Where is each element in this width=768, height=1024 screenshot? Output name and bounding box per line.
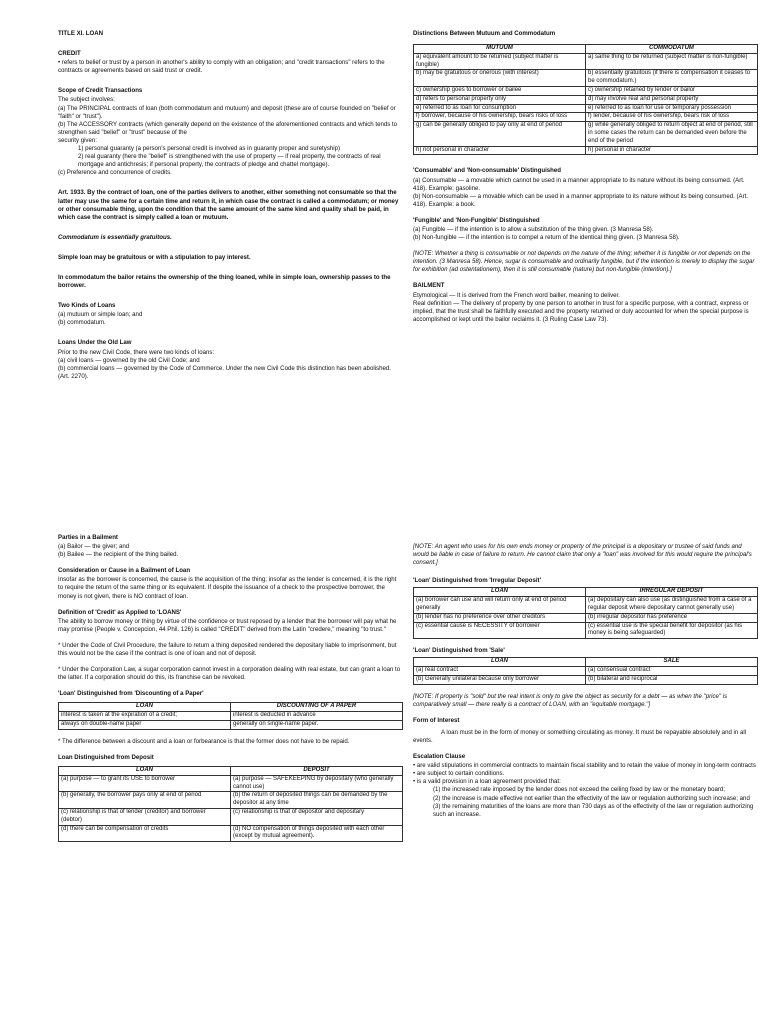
bailment-definition: Real definition — The delivery of property by one person to another in trust for a specific purpose, with a contract, express or implied, that the trust shall be faithfully executed and the property returned or duly accounted for when the special purpose is accomplished or kept until the bailor reclaims it. (3 Ruling Case Law 73).: [413, 299, 749, 323]
table-row: [59, 808, 403, 825]
table-cell: f) lender, because of his ownership, bears risk of loss: [586, 113, 758, 122]
bailment-heading: BAILMENT: [413, 282, 445, 290]
table-row: [414, 70, 758, 87]
table-header: MUTUUM: [414, 45, 586, 54]
simple-loan-note: Simple loan may be gratuitous or with a stipulation to pay interest.: [58, 253, 251, 261]
table-cell: h) not personal in character: [414, 146, 586, 155]
old-law-a: (a) civil loans — governed by the old Civil Code; and: [58, 356, 200, 364]
fungible-a: (a) Fungible — if the intention is to allow a substitution of the thing given. (3 Manresa 58).: [413, 226, 654, 234]
parties-a: (a) Bailor — the giver; and: [58, 543, 130, 551]
table-row: [59, 775, 403, 792]
table-cell: always on double-name paper: [59, 721, 231, 730]
escalation-heading: Escalation Clause: [413, 753, 466, 761]
deposit-table: [58, 766, 403, 842]
table-cell: (a) consensual contract: [586, 667, 758, 676]
escalation-point-3: • is a valid provision in a loan agreement provided that:: [413, 778, 561, 786]
table-header: LOAN: [59, 703, 231, 712]
column-bottom-left: [58, 534, 403, 850]
consumable-a: (a) Consumable — a movable which cannot be used in a manner appropriate to its nature without its being consumed. (Art. 418). Example: gasoline.: [413, 176, 745, 192]
table-cell: h) personal in character: [586, 146, 758, 155]
consumable-heading: 'Consumable' and 'Non-consumable' Distinguished: [413, 167, 561, 175]
table-cell: (c) essential cause is NECESSITY of borrower: [414, 622, 586, 639]
column-bottom-right: [413, 543, 758, 819]
fungible-b: (b) Non-fungible — if the intention is to compel a return of the identical thing given. (3 Manresa 58).: [413, 234, 680, 242]
table-cell: (a) borrower can use and will return only at end of period generally: [414, 597, 586, 614]
table-row: [59, 721, 403, 730]
table-header-row: [59, 703, 403, 712]
table-row: [414, 122, 758, 146]
table-row: [59, 792, 403, 809]
table-cell: d) may involve real and personal property: [586, 95, 758, 104]
old-law-intro: Prior to the new Civil Code, there were two kinds of loans:: [58, 348, 215, 356]
table-row: [59, 825, 403, 842]
scope-item-b-security: security given:: [58, 136, 97, 144]
two-kinds-heading: Two Kinds of Loans: [58, 302, 116, 310]
table-header: IRREGULAR DEPOSIT: [586, 588, 758, 597]
discount-note: * The difference between a discount and a loan or forbearance is that the former does not have to be repaid.: [58, 737, 350, 745]
table-cell: c) ownership goes to borrower or bailee: [414, 87, 586, 96]
table-cell: (b) irregular depositor has preference: [586, 613, 758, 622]
consideration-paragraph: Insofar as the borrower is concerned, the cause is the acquisition of the thing; insofar as the lender is concerned, it is the right to require the return of the same thing or its equivalent. If despite the issuance of a check to the prospective borrower, the money is not given, there is NO contract of loan.: [58, 576, 397, 600]
scope-intro: The subject involves:: [58, 96, 115, 104]
table-cell: (a) purpose — to grant its USE to borrower: [59, 775, 231, 792]
table-cell: d) refers to personal property only: [414, 95, 586, 104]
irregular-deposit-table: [413, 587, 758, 639]
table-cell: (c) relationship is that of lender (creditor) and borrower (debtor): [59, 808, 231, 825]
credit-definition-heading: Definition of 'Credit' as Applied to 'LOANS': [58, 608, 182, 616]
mutuum-commodatum-table: [413, 44, 758, 155]
table-cell: (c) essential use is the special benefit for depositor (as his money is being safeguarded): [586, 622, 758, 639]
civil-procedure-note: * Under the Code of Civil Procedure, the failure to return a thing deposited rendered the depositary liable to imprisonment, but this would not be the case if the contract is one of loan and not of deposit.: [58, 641, 397, 658]
table-row: [59, 712, 403, 721]
old-law-heading: Loans Under the Old Law: [58, 339, 132, 347]
table-header-row: [414, 658, 758, 667]
table-cell: (b) generally, the borrower pays only at end of period: [59, 792, 231, 809]
sale-table: [413, 657, 758, 684]
credit-paragraph: • refers to belief or trust by a person in another's ability to comply with an obligation; and "credit transactions" refers to the contracts or agreements based on said trust or credit.: [58, 59, 385, 75]
table-row: [414, 104, 758, 113]
old-law-b: (b) commercial loans — governed by the Code of Commerce. Under the new Civil Code this distinction has been abolished. (Art. 2270).: [58, 364, 391, 380]
table-cell: c) ownership retained by lender or bailor: [586, 87, 758, 96]
escalation-point-2: • are subject to certain conditions.: [413, 770, 505, 778]
table-header: COMMODATUM: [586, 45, 758, 54]
table-cell: g) while generally obliged to return object at end of period, still in some cases the return can be demanded even before the end of the period: [586, 122, 758, 146]
table-header: LOAN: [414, 588, 586, 597]
consumable-b: (b) Non-consumable — a movable which can be used in a manner appropriate to its nature without its being consumed. (Art. 418). Example: a book.: [413, 192, 748, 208]
parties-heading: Parties in a Bailment: [58, 534, 118, 541]
credit-definition-paragraph: The ability to borrow money or thing by virtue of the confidence or trust reposed by a lender that the borrower will pay what he may promise (People v. Concepcion, 44 Phil. 126) is called "CREDIT" derived from the Latin "credere," meaning "to trust.": [58, 617, 397, 633]
scope-item-b: (b) The ACCESSORY contracts (which generally depend on the existence of the aforementioned contracts and which tends to strengthen said "belief" or "trust" because of the: [58, 120, 398, 136]
table-header-row: [414, 45, 758, 54]
scope-item-a: (a) The PRINCIPAL contracts of loan (both commodatum and mutuum) and deposit (these are of course founded on "belief or "faith" or "trust").: [58, 104, 396, 120]
table-cell: a) same thing to be returned (subject matter is non-fungible): [586, 53, 758, 70]
table-cell: (a) depositary can also use (as distinguished from a case of a regular deposit where depositary cannot generally use): [586, 597, 758, 614]
table-row: [414, 87, 758, 96]
fungible-note: [NOTE: Whether a thing is consumable or not depends on the nature of the thing; whether it is fungible or not depends on the intention. (3 Manresa 58). Hence, sugar is consumable and ordinarily fungible, but if the intention is merely to display the sugar for exhibition (ad ostentationem), then it is still consumable (nature) but non-fungible (intention).]: [413, 250, 755, 274]
table-cell: (b) bilateral and reciprocal: [586, 675, 758, 684]
table-row: [414, 146, 758, 155]
article-1933: Art. 1933. By the contract of loan, one of the parties delivers to another, either something not consumable so that the latter may use the same for a certain time and return it, in which case the contract is called a commodatum; or money or other consumable thing, upon the condition that the same amount of the same kind and quality shall be paid, in which case the contract is simply called a loan or mutuum.: [58, 189, 399, 221]
escalation-condition-2: (2) the increase is made effective not earlier than the effectivity of the law or regulation authorizing such increase; and: [433, 794, 750, 802]
ownership-note: In commodatum the bailor retains the ownership of the thing loaned, while in simple loan, ownership passes to the borrower.: [58, 273, 391, 290]
column-top-right: [413, 30, 758, 324]
table-cell: b) may be gratuitous or onerous (with interest): [414, 70, 586, 87]
table-row: [414, 675, 758, 684]
table-cell: b) essentially gratuitous (if there is compensation it ceases to be commodatum.): [586, 70, 758, 87]
table-row: [414, 622, 758, 639]
irregular-deposit-heading: 'Loan' Distinguished from 'Irregular Deposit': [413, 577, 542, 585]
escalation-condition-1: (1) the increased rate imposed by the lender does not exceed the ceiling fixed by law or the monetary board;: [433, 786, 725, 794]
interest-heading: Form of Interest: [413, 716, 460, 724]
table-header: LOAN: [414, 658, 586, 667]
credit-heading: CREDIT: [58, 50, 81, 58]
table-cell: (b) Generally unilateral because only borrower: [414, 675, 586, 684]
table-body: [414, 597, 758, 639]
table-header-row: [414, 588, 758, 597]
table-cell: (c) relationship is that of depositor and depositary: [231, 808, 403, 825]
table-header: SALE: [586, 658, 758, 667]
table-row: [414, 667, 758, 676]
table-body: [59, 712, 403, 730]
consideration-heading: Consideration or Cause in a Bailment of Loan: [58, 567, 191, 575]
distinctions-title: Distinctions Between Mutuum and Commodatum: [413, 30, 556, 37]
bailment-etymological: Etymological — It is derived from the French word bailler, meaning to deliver.: [413, 291, 620, 299]
table-cell: (b) the return of deposited things can be demanded by the depositor at any time: [231, 792, 403, 809]
table-row: [414, 597, 758, 614]
escalation-condition-3: (3) the remaining maturities of the loans are more than 730 days as of the effectivity of the law or regulation authorizing such an increase.: [433, 802, 754, 818]
scope-item-c: (c) Preference and concurrence of credits.: [58, 169, 172, 177]
fungible-heading: 'Fungible' and 'Non-Fungible' Distinguished: [413, 216, 540, 224]
sale-heading: 'Loan' Distinguished from 'Sale': [413, 647, 505, 655]
table-row: [414, 53, 758, 70]
table-cell: interest is deducted in advance: [231, 712, 403, 721]
table-cell: (a) purpose — SAFEKEEPING by depositary (who generally cannot use): [231, 775, 403, 792]
interest-paragraph: A loan must be in the form of money or something circulating as money. It must be repayable absolutely and in all events.: [413, 728, 747, 745]
corporation-law-note: * Under the Corporation Law, a sugar corporation cannot invest in a corporation dealing with real estate, but can grant a loan to the latter. If a corporation should do this, its franchise can be revoked.: [58, 666, 401, 682]
table-body: [414, 667, 758, 685]
discount-heading: 'Loan' Distinguished from 'Discounting of a Paper': [58, 690, 204, 698]
two-kinds-a: (a) mutuum or simple loan; and: [58, 311, 143, 319]
table-body: [59, 775, 403, 841]
scope-item-b-1: 1) personal guaranty (a person's personal credit is involved as in guaranty proper and suretyship): [78, 145, 340, 153]
table-cell: (d) there can be compensation of credits: [59, 825, 231, 842]
table-cell: generally on single-name paper.: [231, 721, 403, 730]
agent-note: [NOTE: An agent who uses for his own ends money or property of the principal is a depositary or trustee of said funds and would be liable in case of failure to return. He cannot claim that only a "loan" was involved for this would require the principal's consent.]: [413, 543, 752, 567]
table-cell: g) can be generally obliged to pay only at end of period: [414, 122, 586, 146]
table-cell: f) borrower, because of his ownership, bears risks of loss: [414, 113, 586, 122]
sale-note: [NOTE: If property is "sold" but the real intent is only to give the object as security for a debt — as when the "price" is comparatively small — there really is a contract of LOAN, with an "equitable mortgage."]: [413, 692, 728, 708]
discount-table: [58, 702, 403, 729]
two-kinds-b: (b) commodatum.: [58, 319, 106, 327]
table-row: [414, 113, 758, 122]
commodatum-gratuitous: Commodatum is essentially gratuitous.: [58, 233, 172, 241]
scope-heading: Scope of Credit Transactions: [58, 87, 143, 95]
table-cell: e) referred to as loan for consumption: [414, 104, 586, 113]
table-cell: (b) lender has no preference over other creditors: [414, 613, 586, 622]
table-header: LOAN: [59, 766, 231, 775]
table-cell: (d) NO compensation of things deposited with each other (except by mutual agreement).: [231, 825, 403, 842]
table-header: DEPOSIT: [231, 766, 403, 775]
table-cell: a) equivalent amount to be returned (subject matter is fungible): [414, 53, 586, 70]
table-cell: (a) real contract: [414, 667, 586, 676]
parties-b: (b) Bailee — the recipient of the thing bailed.: [58, 551, 179, 559]
table-row: [414, 95, 758, 104]
table-row: [414, 613, 758, 622]
table-cell: interest is taken at the expiration of a credit;: [59, 712, 231, 721]
table-body: [414, 53, 758, 155]
table-header: DISCOUNTING OF A PAPER: [231, 703, 403, 712]
column-top-left: [58, 30, 403, 381]
table-cell: e) referred to as loan for use or temporary possession: [586, 104, 758, 113]
escalation-point-1: • are valid stipulations in commercial contracts to maintain fiscal stability and to retain the value of money in long-term contracts: [413, 762, 756, 770]
scope-item-b-2: 2) real guaranty (here the "belief" is strengthened with the use of property — if real property, the contracts of real mortgage and antichresis; if personal property, the contracts of pledge and chattel mortgage).: [78, 153, 381, 169]
deposit-heading: Loan Distinguished from Deposit: [58, 753, 154, 761]
table-header-row: [59, 766, 403, 775]
page-title: TITLE XI. LOAN: [58, 30, 104, 37]
